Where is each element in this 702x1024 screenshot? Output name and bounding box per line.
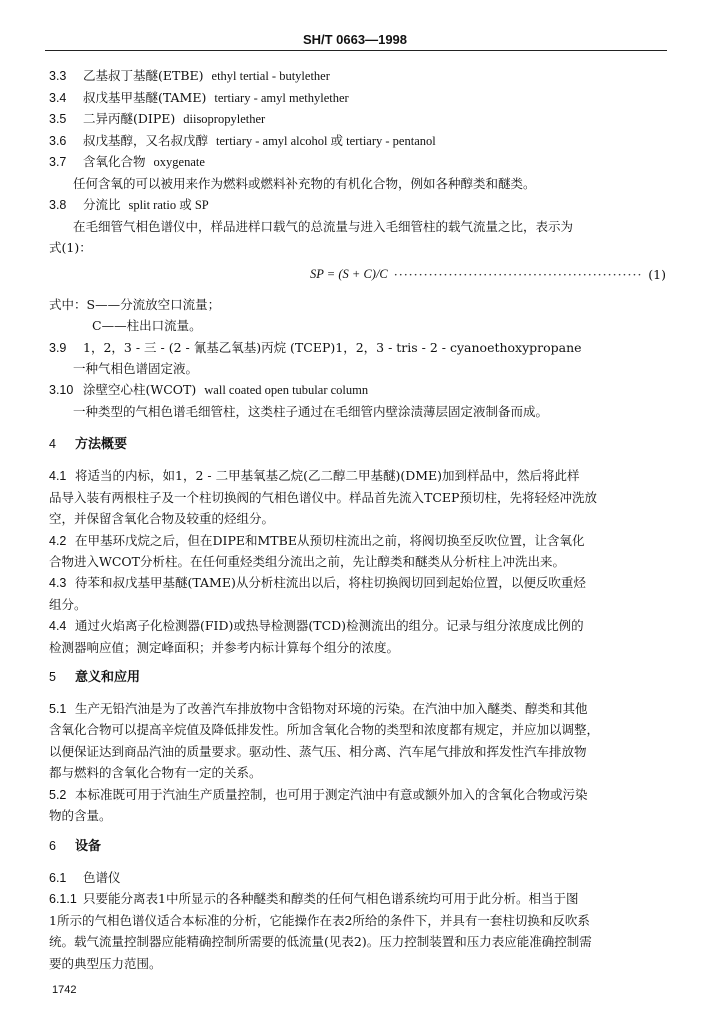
para-4-1-line: 品导入装有两根柱子及一个柱切换阀的气相色谱仪中。样品首先流入TCEP预切柱，先将轻烃冲洗放 (49, 490, 597, 505)
para-5-2-line: 物的含量。 (49, 808, 112, 823)
para-5-1-line: 以便保证达到商品汽油的质量要求。驱动性、蒸气压、相分离、汽车尾气排放和挥发性汽车排放物 (49, 744, 587, 759)
def-term-zh: 叔戊基醇，又名叔戊醇 (83, 133, 209, 148)
section-number: 5 (49, 670, 56, 684)
def-term-zh: 涂壁空心柱(WCOT) (83, 382, 197, 397)
def-number: 3.4 (49, 91, 67, 105)
def-3-3 (49, 68, 330, 84)
clause-text: 在甲基环戊烷之后，但在DIPE和MTBE从预切柱流出之前，将阀切换至反吹位置，让含氧化 (75, 533, 585, 548)
def-term: 1，2，3 - 三 - (2 - 氰基乙氧基)丙烷 (TCEP)1，2，3 - tris - 2 - cyanoethoxypropane (83, 340, 582, 355)
section-heading-5 (49, 669, 140, 686)
para-6-1-1-line: 要的典型压力范围。 (49, 956, 162, 971)
clause-text: 将适当的内标，如1，2 - 二甲基氧基乙烷(乙二醇二甲基醚)(DME)加到样品中，然后将此样 (75, 468, 580, 483)
clause-text: 待苯和叔戊基甲基醚(TAME)从分析柱流出以后，将柱切换阀切回到起始位置，以便反吹重烃 (75, 575, 586, 590)
def-3-10 (49, 382, 368, 398)
def-term-en: wall coated open tubular column (204, 383, 369, 397)
clause-text: 生产无铅汽油是为了改善汽车排放物中含铅物对环境的污染。在汽油中加入醚类、醇类和其他 (75, 701, 588, 716)
def-number: 3.5 (49, 112, 67, 126)
clause-text: 本标准既可用于汽油生产质量控制，也可用于测定汽油中有意或额外加入的含氧化合物或污染 (75, 787, 588, 802)
subsection-title: 色谱仪 (83, 870, 121, 885)
para-6-1-1-line (49, 891, 578, 907)
section-heading-4 (49, 436, 127, 453)
def-3-9 (49, 340, 582, 356)
para-3-8-line2: 式(1)： (49, 240, 92, 255)
def-term-en: tertiary - amyl alcohol 或 tertiary - pentanol (216, 134, 436, 148)
def-3-7 (49, 154, 205, 170)
para-4-4-line (49, 618, 584, 634)
clause-number: 4.3 (49, 576, 67, 590)
def-term-zh: 乙基叔丁基醚(ETBE) (83, 68, 204, 83)
formula-expression: SP = (S + C)/C (310, 267, 388, 281)
def-term-en: oxygenate (153, 155, 205, 169)
para-4-2-line: 合物进入WCOT分析柱。在任何重烃类组分流出之前，先让醇类和醚类从分析柱上冲洗出来。 (49, 554, 565, 569)
para-3-9: 一种气相色谱固定液。 (73, 361, 199, 376)
def-number: 3.7 (49, 155, 67, 169)
para-3-7: 任何含氧的可以被用来作为燃料或燃料补充物的有机化合物，例如各种醇类和醚类。 (73, 176, 536, 191)
where-s: 式中：S——分流放空口流量； (49, 297, 221, 312)
def-term-en: split ratio 或 SP (128, 198, 209, 212)
def-number: 3.8 (49, 198, 67, 212)
def-term-zh: 二异丙醚(DIPE) (83, 111, 176, 126)
where-c: C——柱出口流量。 (92, 318, 202, 333)
def-3-6 (49, 133, 436, 149)
clause-number: 5.1 (49, 702, 67, 716)
para-6-1-1-line: 统。载气流量控制器应能精确控制所需要的低流量(见表2)。压力控制装置和压力表应能准确控制需 (49, 934, 592, 949)
def-term-zh: 叔戊基甲基醚(TAME) (83, 90, 207, 105)
def-3-8 (49, 197, 209, 213)
header-rule (45, 50, 667, 51)
para-3-10: 一种类型的气相色谱毛细管柱，这类柱子通过在毛细管内壁涂渍薄层固定液制备而成。 (73, 404, 549, 419)
para-4-1-line: 空，并保留含氧化合物及较重的烃组分。 (49, 511, 275, 526)
def-number: 3.3 (49, 69, 67, 83)
para-5-1-line: 含氧化合物可以提高辛烷值及降低排发性。所加含氧化合物的类型和浓度都有规定，并应加以调整， (49, 722, 600, 737)
def-term-zh: 含氧化合物 (83, 154, 146, 169)
para-4-1-line (49, 468, 580, 484)
def-3-4 (49, 90, 349, 106)
def-term-en: diisopropylether (183, 112, 266, 126)
subsection-6-1 (49, 870, 121, 886)
para-4-3-line: 组分。 (49, 597, 87, 612)
def-3-5 (49, 111, 265, 127)
def-number: 3.9 (49, 341, 67, 355)
clause-text: 通过火焰离子化检测器(FID)或热导检测器(TCD)检测流出的组分。记录与组分浓度成比例的 (75, 618, 584, 633)
para-4-4-line: 检测器响应值；测定峰面积；并参考内标计算每个组分的浓度。 (49, 640, 400, 655)
def-term-en: tertiary - amyl methylether (214, 91, 349, 105)
section-heading-6 (49, 838, 101, 855)
section-title: 设备 (75, 839, 102, 854)
page-number: 1742 (52, 984, 77, 996)
def-term-en: ethyl tertial - butylether (211, 69, 330, 83)
formula-1 (310, 267, 666, 282)
clause-text: 只要能分离表1中所显示的各种醚类和醇类的任何气相色谱系统均可用于此分析。相当于图 (83, 891, 579, 906)
section-title: 意义和应用 (75, 670, 141, 685)
def-term-zh: 分流比 (83, 197, 121, 212)
clause-number: 4.1 (49, 469, 67, 483)
para-5-1-line: 都与燃料的含氧化合物有一定的关系。 (49, 765, 262, 780)
clause-number: 6.1.1 (49, 892, 77, 906)
formula-number: (1) (648, 267, 666, 282)
page-header: SH/T 0663—1998 (302, 32, 408, 47)
formula-leader (394, 267, 643, 282)
section-title: 方法概要 (75, 437, 128, 452)
def-number: 3.10 (49, 383, 74, 397)
para-5-1-line (49, 701, 588, 717)
section-number: 6 (49, 839, 56, 853)
para-4-3-line (49, 575, 586, 591)
para-4-2-line (49, 533, 584, 549)
para-5-2-line (49, 787, 588, 803)
clause-number: 4.4 (49, 619, 67, 633)
para-6-1-1-line: 1所示的气相色谱仪适合本标准的分析，它能操作在表2所给的条件下，并具有一套柱切换和反吹系 (49, 913, 590, 928)
clause-number: 4.2 (49, 534, 67, 548)
section-number: 4 (49, 437, 56, 451)
clause-number: 5.2 (49, 788, 67, 802)
def-number: 3.6 (49, 134, 67, 148)
clause-number: 6.1 (49, 871, 67, 885)
para-3-8-line1: 在毛细管气相色谱仪中，样品进样口载气的总流量与进入毛细管柱的载气流量之比，表示为 (73, 219, 574, 234)
